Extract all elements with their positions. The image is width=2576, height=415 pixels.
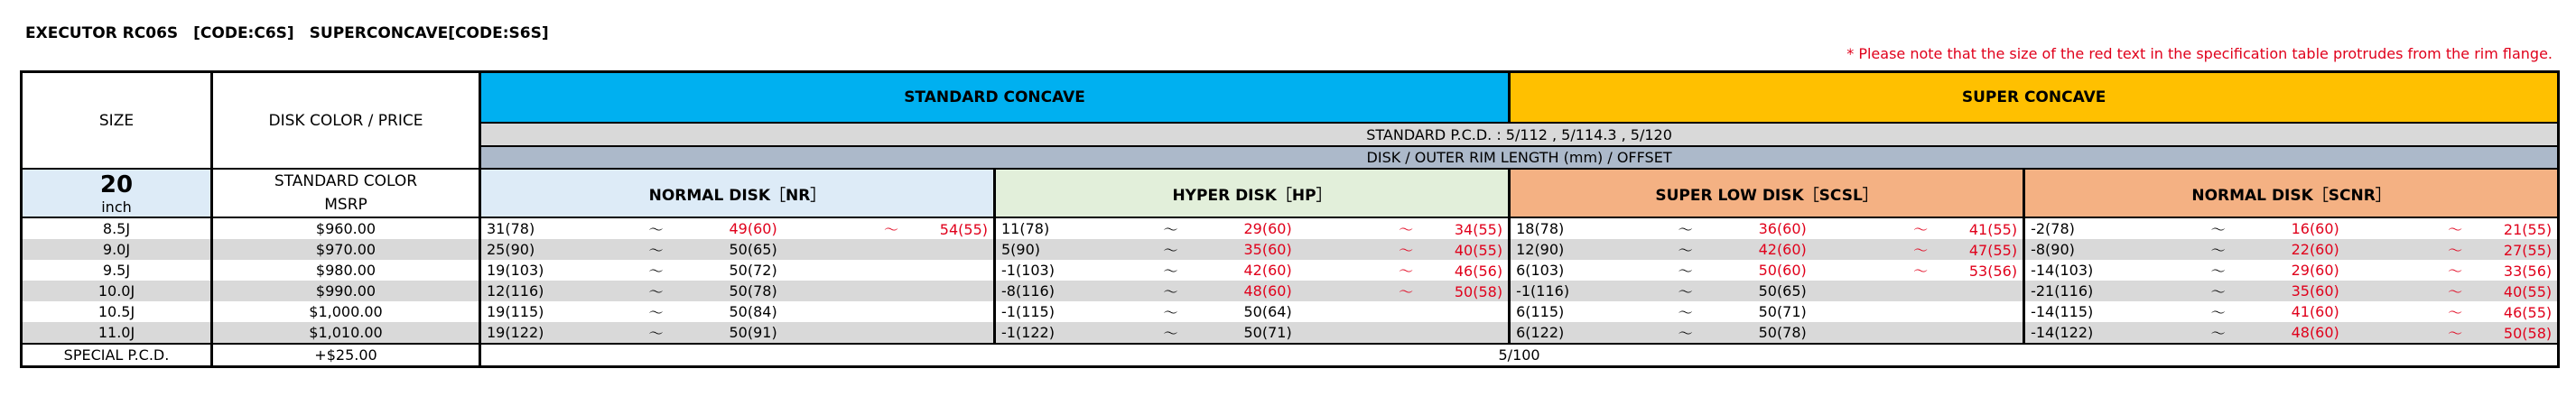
nr-max-value: 50(72) (724, 260, 860, 281)
nr-tilde: ～ (589, 301, 724, 322)
nr-min-value: 12(116) (480, 281, 589, 301)
scsl-min-value: 6(115) (1510, 301, 1618, 322)
hp-tilde: ～ (1103, 217, 1239, 239)
table-row (22, 322, 2559, 344)
nr-alt-value (860, 301, 995, 322)
hp-min-value: -1(115) (995, 301, 1103, 322)
hp-alt-value: ～ 50(58) (1374, 281, 1510, 301)
nr-tilde: ～ (589, 322, 724, 344)
scsl-tilde: ～ (1618, 239, 1753, 260)
scsl-max-value: 50(65) (1753, 281, 1889, 301)
header-size: SIZE (22, 72, 212, 170)
nr-min-value: 19(103) (480, 260, 589, 281)
nr-max-value: 50(65) (724, 239, 860, 260)
hp-min-value: -8(116) (995, 281, 1103, 301)
scnr-max-value: 41(60) (2286, 301, 2422, 322)
size-value: 20 (99, 171, 134, 198)
msrp-price: $990.00 (212, 281, 480, 301)
hp-max-value: 35(60) (1239, 239, 1374, 260)
hp-min-value: 5(90) (995, 239, 1103, 260)
scsl-min-value: 6(103) (1510, 260, 1618, 281)
size-unit: inch (101, 198, 132, 216)
scsl-max-value: 50(78) (1753, 322, 1889, 344)
scnr-max-value: 22(60) (2286, 239, 2422, 260)
scnr-max-value: 16(60) (2286, 217, 2422, 239)
spec-table (20, 70, 2560, 368)
hp-max-value: 48(60) (1239, 281, 1374, 301)
hp-max-value: 42(60) (1239, 260, 1374, 281)
nr-alt-value (860, 281, 995, 301)
rim-width: 9.5J (22, 260, 212, 281)
scsl-tilde: ～ (1618, 260, 1753, 281)
rim-width: 8.5J (22, 217, 212, 239)
scnr-max-value: 48(60) (2286, 322, 2422, 344)
hp-alt-value (1374, 301, 1510, 322)
size-20-inch (22, 169, 212, 217)
scsl-alt-value (1889, 322, 2024, 344)
scnr-alt-value: ～ 33(56) (2422, 260, 2559, 281)
scsl-alt-value: ～ 53(56) (1889, 260, 2024, 281)
scsl-tilde: ～ (1618, 301, 1753, 322)
msrp-price: $980.00 (212, 260, 480, 281)
scsl-alt-value (1889, 301, 2024, 322)
scsl-min-value: -1(116) (1510, 281, 1618, 301)
header-disk-color-price: DISK COLOR / PRICE (212, 72, 480, 170)
hp-max-value: 50(71) (1239, 322, 1374, 344)
spec-note: * Please note that the size of the red text in the specification table protrudes from the rim flange. (1846, 45, 2553, 62)
msrp-price: $960.00 (212, 217, 480, 239)
hp-min-value: 11(78) (995, 217, 1103, 239)
nr-alt-value (860, 239, 995, 260)
scnr-max-value: 35(60) (2286, 281, 2422, 301)
nr-min-value: 19(115) (480, 301, 589, 322)
table-row (22, 260, 2559, 281)
rim-width: 10.5J (22, 301, 212, 322)
scnr-tilde: ～ (2151, 322, 2286, 344)
scsl-max-value: 50(60) (1753, 260, 1889, 281)
scnr-min-value: -21(116) (2024, 281, 2151, 301)
table-row (22, 281, 2559, 301)
scsl-max-value: 36(60) (1753, 217, 1889, 239)
hp-max-value: 29(60) (1239, 217, 1374, 239)
scsl-tilde: ～ (1618, 217, 1753, 239)
table-row (22, 239, 2559, 260)
nr-max-value: 50(91) (724, 322, 860, 344)
scnr-tilde: ～ (2151, 281, 2286, 301)
scnr-alt-value: ～ 27(55) (2422, 239, 2559, 260)
msrp-price: $1,000.00 (212, 301, 480, 322)
page-title: EXECUTOR RC06S [CODE:C6S] SUPERCONCAVE[CODE:S6S] (25, 24, 549, 42)
header-super-concave: SUPER CONCAVE (1510, 72, 2559, 124)
scnr-alt-value: ～ 46(55) (2422, 301, 2559, 322)
group-super-low-disk-scsl: SUPER LOW DISK［SCSL］ (1510, 169, 2024, 217)
group-normal-disk-scnr: NORMAL DISK［SCNR］ (2024, 169, 2559, 217)
nr-min-value: 31(78) (480, 217, 589, 239)
scnr-min-value: -14(122) (2024, 322, 2151, 344)
scsl-min-value: 12(90) (1510, 239, 1618, 260)
scnr-tilde: ～ (2151, 239, 2286, 260)
standard-color: STANDARD COLOR (212, 169, 480, 193)
hp-alt-value: ～ 34(55) (1374, 217, 1510, 239)
nr-tilde: ～ (589, 281, 724, 301)
nr-max-value: 49(60) (724, 217, 860, 239)
scnr-tilde: ～ (2151, 301, 2286, 322)
scsl-tilde: ～ (1618, 322, 1753, 344)
msrp-price: $1,010.00 (212, 322, 480, 344)
nr-tilde: ～ (589, 260, 724, 281)
rim-width: 9.0J (22, 239, 212, 260)
scnr-max-value: 29(60) (2286, 260, 2422, 281)
scsl-max-value: 42(60) (1753, 239, 1889, 260)
standard-pcd: STANDARD P.C.D. : 5/112 , 5/114.3 , 5/120 (480, 123, 2559, 146)
hp-max-value: 50(64) (1239, 301, 1374, 322)
nr-alt-value: ～ 54(55) (860, 217, 995, 239)
msrp-price: $970.00 (212, 239, 480, 260)
group-normal-disk-nr: NORMAL DISK［NR］ (480, 169, 995, 217)
hp-tilde: ～ (1103, 301, 1239, 322)
scsl-min-value: 18(78) (1510, 217, 1618, 239)
hp-alt-value: ～ 46(56) (1374, 260, 1510, 281)
scnr-tilde: ～ (2151, 217, 2286, 239)
hp-tilde: ～ (1103, 260, 1239, 281)
nr-min-value: 25(90) (480, 239, 589, 260)
special-pcd-price: +$25.00 (212, 344, 480, 367)
scsl-alt-value (1889, 281, 2024, 301)
scsl-min-value: 6(122) (1510, 322, 1618, 344)
header-standard-concave: STANDARD CONCAVE (480, 72, 1510, 124)
msrp-label: MSRP (212, 193, 480, 217)
hp-min-value: -1(103) (995, 260, 1103, 281)
hp-tilde: ～ (1103, 322, 1239, 344)
hp-min-value: -1(122) (995, 322, 1103, 344)
rim-width: 10.0J (22, 281, 212, 301)
scnr-min-value: -2(78) (2024, 217, 2151, 239)
scnr-min-value: -14(115) (2024, 301, 2151, 322)
hp-tilde: ～ (1103, 281, 1239, 301)
scsl-max-value: 50(71) (1753, 301, 1889, 322)
table-row (22, 301, 2559, 322)
nr-tilde: ～ (589, 239, 724, 260)
hp-alt-value (1374, 322, 1510, 344)
nr-alt-value (860, 260, 995, 281)
nr-tilde: ～ (589, 217, 724, 239)
scsl-alt-value: ～ 47(55) (1889, 239, 2024, 260)
scsl-alt-value: ～ 41(55) (1889, 217, 2024, 239)
scnr-min-value: -14(103) (2024, 260, 2151, 281)
scnr-alt-value: ～ 21(55) (2422, 217, 2559, 239)
rim-width: 11.0J (22, 322, 212, 344)
disk-outer-rim-header: DISK / OUTER RIM LENGTH (mm) / OFFSET (480, 146, 2559, 169)
nr-min-value: 19(122) (480, 322, 589, 344)
special-pcd-value: 5/100 (480, 344, 2559, 367)
hp-tilde: ～ (1103, 239, 1239, 260)
scnr-tilde: ～ (2151, 260, 2286, 281)
table-row (22, 217, 2559, 239)
hp-alt-value: ～ 40(55) (1374, 239, 1510, 260)
scnr-alt-value: ～ 40(55) (2422, 281, 2559, 301)
scnr-min-value: -8(90) (2024, 239, 2151, 260)
nr-alt-value (860, 322, 995, 344)
nr-max-value: 50(84) (724, 301, 860, 322)
nr-max-value: 50(78) (724, 281, 860, 301)
scnr-alt-value: ～ 50(58) (2422, 322, 2559, 344)
group-hyper-disk-hp: HYPER DISK［HP］ (995, 169, 1510, 217)
scsl-tilde: ～ (1618, 281, 1753, 301)
special-pcd-label: SPECIAL P.C.D. (22, 344, 212, 367)
